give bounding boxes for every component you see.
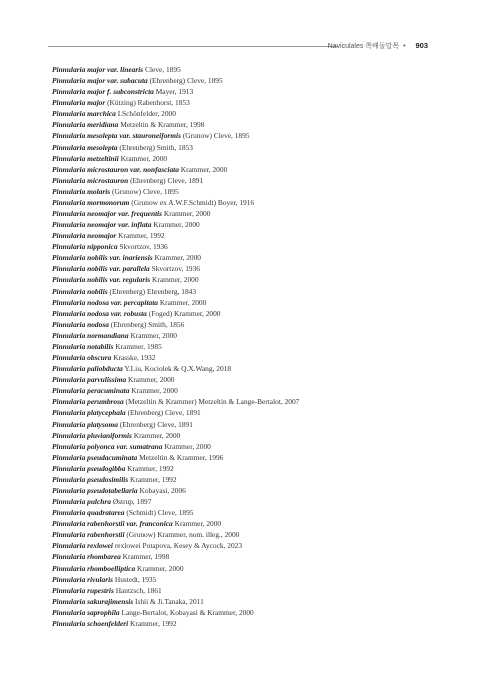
taxon-name: Pinnularia microstauron var. nonfasciata: [52, 164, 179, 174]
list-item: [52, 452, 452, 463]
taxon-name: Pinnularia major: [52, 98, 106, 108]
taxa-list: [52, 64, 452, 629]
taxon-name: Pinnularia rupestris: [52, 585, 114, 595]
taxon-author: Krammer, 2000: [130, 330, 177, 340]
taxon-author: (Metzeltin & Krammer) Metzeltin & Lange-Bertalot, 2007: [125, 397, 300, 407]
taxon-author: (Ehrenberg) Cleve, 1891: [127, 408, 201, 418]
list-item: [52, 197, 452, 208]
taxon-author: (Grunow ex A.W.F.Schmidt) Boyer, 1916: [131, 197, 255, 207]
taxon-author: Krasske, 1932: [113, 353, 156, 363]
taxon-name: Pinnularia nodosa: [52, 319, 109, 329]
taxon-author: Krammer, 2000: [137, 563, 184, 573]
list-item: [52, 574, 452, 585]
list-item: [52, 274, 452, 285]
list-item: [52, 153, 452, 164]
list-item: [52, 407, 452, 418]
taxon-name: Pinnularia nobilis var. inariensis: [52, 253, 153, 263]
taxon-name: Pinnularia marchica: [52, 109, 116, 119]
list-item: [52, 308, 452, 319]
list-item: [52, 330, 452, 341]
list-item: [52, 485, 452, 496]
page-number: 903: [415, 41, 428, 50]
taxon-name: Pinnularia nobilis: [52, 286, 108, 296]
taxon-name: Pinnularia mesolepta: [52, 142, 118, 152]
taxon-author: rexlowei Potapova, Kesey & Aycock, 2023: [114, 541, 243, 551]
taxon-author: Krammer, 1985: [115, 341, 162, 351]
running-header: [328, 40, 428, 53]
list-item: [52, 585, 452, 596]
list-item: [52, 441, 452, 452]
taxon-name: Pinnularia parvulissima: [52, 375, 127, 385]
taxon-author: (Foged) Krammer, 2000: [148, 308, 221, 318]
taxon-author: Krammer, 1998: [122, 552, 170, 562]
taxon-author: (Grunow) Cleve, 1895: [182, 131, 250, 141]
taxon-author: (Grunow) Krammer, nom. illeg., 2000: [126, 530, 240, 540]
taxon-author: (Ehrenberg) Cleve, 1891: [119, 419, 193, 429]
taxon-name: Pinnularia neomajor var. inflata: [52, 220, 152, 230]
list-item: [52, 551, 452, 562]
list-item: [52, 540, 452, 551]
taxon-author: (Ehrenberg) Cleve, 1895: [149, 76, 223, 86]
taxon-name: Pinnularia major var. subacuta: [52, 76, 148, 86]
taxon-name: Pinnularia pseudacuminata: [52, 452, 138, 462]
list-item: [52, 286, 452, 297]
taxon-name: Pinnularia obscura: [52, 353, 112, 363]
taxon-name: Pinnularia rhomboelliptica: [52, 563, 136, 573]
list-item: [52, 618, 452, 629]
taxon-name: Pinnularia microstauron: [52, 175, 129, 185]
taxon-author: Metzeltin & Krammer, 1998: [120, 120, 205, 130]
taxon-author: Krammer, 2000: [154, 253, 201, 263]
taxon-name: Pinnularia rhombarea: [52, 552, 121, 562]
list-item: [52, 86, 452, 97]
list-item: [52, 607, 452, 618]
list-item: [52, 119, 452, 130]
list-item: [52, 142, 452, 153]
taxon-name: Pinnularia pseudogibba: [52, 463, 126, 473]
list-item: [52, 130, 452, 141]
taxon-name: Pinnularia sakurajimensis: [52, 596, 134, 606]
taxon-author: (Schmidt) Cleve, 1895: [126, 508, 194, 518]
taxon-name: Pinnularia major var. linearis: [52, 65, 144, 74]
taxon-name: Pinnularia perumbrosa: [52, 397, 124, 407]
taxon-author: Krammer, 2000: [128, 375, 175, 385]
taxon-name: Pinnularia schoenfelderi: [52, 618, 129, 628]
list-item: [52, 263, 452, 274]
list-item: [52, 108, 452, 119]
taxon-author: Skvortzov, 1936: [151, 264, 200, 274]
taxon-author: Lange-Bertalot, Kobayasi & Krammer, 2000: [121, 607, 254, 617]
taxon-author: Krammer, 1992: [130, 474, 177, 484]
list-item: [52, 319, 452, 330]
header-rule: [48, 46, 338, 47]
taxon-name: Pinnularia platysoma: [52, 419, 118, 429]
list-item: [52, 596, 452, 607]
list-item: [52, 97, 452, 108]
list-item: [52, 186, 452, 197]
taxon-author: (Ehrenberg) Smith, 1856: [110, 319, 185, 329]
taxon-name: Pinnularia mormonorum: [52, 197, 130, 207]
taxon-name: Pinnularia pseudosimilis: [52, 474, 129, 484]
taxon-name: Pinnularia peracuminata: [52, 386, 130, 396]
taxon-name: Pinnularia nodosa var. robusta: [52, 308, 147, 318]
taxon-author: Krammer, 2000: [152, 275, 199, 285]
taxon-name: Pinnularia rivularis: [52, 574, 113, 584]
taxon-author: Krammer, 1992: [118, 231, 165, 241]
taxon-name: Pinnularia neomajor: [52, 231, 117, 241]
taxon-name: Pinnularia saprophila: [52, 607, 120, 617]
taxon-author: Krammer, 2000: [153, 220, 200, 230]
taxon-author: Hustedt, 1935: [114, 574, 157, 584]
list-item: [52, 252, 452, 263]
list-item: [52, 297, 452, 308]
taxon-author: Krammer, 2000: [180, 164, 228, 174]
list-item: [52, 496, 452, 507]
taxon-author: Krammer, 2000: [163, 209, 211, 219]
taxon-name: Pinnularia meridiana: [52, 120, 119, 130]
taxon-name: Pinnularia rabenhorstii var. franconica: [52, 519, 173, 529]
taxon-author: Krammer, 2000: [131, 386, 178, 396]
taxon-name: Pinnularia polyonca var. sumatrana: [52, 441, 163, 451]
taxon-author: (Kützing) Rabenhorst, 1853: [107, 98, 190, 108]
taxon-author: Hantzsch, 1861: [115, 585, 162, 595]
taxon-author: Krammer, 1992: [127, 463, 174, 473]
list-item: [52, 230, 452, 241]
list-item: [52, 64, 452, 75]
taxon-name: Pinnularia paliobducta: [52, 364, 123, 374]
list-item: [52, 430, 452, 441]
taxon-name: Pinnularia pluvianiformis: [52, 430, 132, 440]
list-item: [52, 529, 452, 540]
taxon-name: Pinnularia neomajor var. frequentis: [52, 209, 163, 219]
taxon-name: Pinnularia nobilis var. regularis: [52, 275, 151, 285]
taxon-name: Pinnularia nipponica: [52, 242, 118, 252]
taxon-author: Metzeltin & Krammer, 1996: [139, 452, 224, 462]
taxon-author: Krammer, 2000: [174, 519, 222, 529]
list-item: [52, 208, 452, 219]
taxon-author: Ishii & Ji.Tanaka, 2011: [134, 596, 204, 606]
taxon-author: Krammer, 2000: [120, 153, 168, 163]
taxon-author: Krammer, 2000: [159, 297, 207, 307]
list-item: [52, 363, 452, 374]
list-item: [52, 219, 452, 230]
list-item: [52, 474, 452, 485]
taxon-name: Pinnularia nobilis var. parallela: [52, 264, 150, 274]
taxon-author: (Ehrenberg) Smith, 1853: [119, 142, 193, 152]
taxon-name: Pinnularia pseudotabellaria: [52, 485, 138, 495]
taxon-name: Pinnularia nodosa var. percapitata: [52, 297, 158, 307]
taxon-name: Pinnularia major f. subconstricta: [52, 87, 154, 97]
list-item: [52, 164, 452, 175]
taxon-name: Pinnularia pulchra: [52, 497, 111, 507]
taxon-author: Skvortzov, 1936: [119, 242, 168, 252]
taxon-author: Østrup, 1897: [112, 497, 152, 507]
taxon-name: Pinnularia metzeltinii: [52, 153, 119, 163]
list-item: [52, 507, 452, 518]
taxon-author: Krammer, 2000: [164, 441, 211, 451]
taxon-name: Pinnularia molaris: [52, 186, 111, 196]
list-item: [52, 385, 452, 396]
taxon-author: Cleve, 1895: [145, 65, 181, 74]
list-item: [52, 175, 452, 186]
list-item: [52, 463, 452, 474]
taxon-author: (Ehrenberg) Cleve, 1891: [130, 175, 204, 185]
taxon-name: Pinnularia platycephala: [52, 408, 126, 418]
list-item: [52, 352, 452, 363]
taxon-name: Pinnularia rabenhorstii: [52, 530, 125, 540]
header-separator: •: [403, 43, 406, 50]
list-item: [52, 419, 452, 430]
section-title: Naviculales 쪽배돌말목: [327, 43, 400, 50]
list-item: [52, 75, 452, 86]
taxon-author: (Grunow) Cleve, 1895: [111, 186, 179, 196]
taxon-name: Pinnularia normandiana: [52, 330, 129, 340]
taxon-author: I.Schönfelder, 2000: [117, 109, 176, 119]
taxon-author: Y.Liu, Kociolek & Q.X.Wang, 2018: [124, 364, 232, 374]
list-item: [52, 241, 452, 252]
taxon-author: (Ehrenberg) Ehrenberg, 1843: [109, 286, 197, 296]
taxon-author: Krammer, 1992: [130, 618, 177, 628]
page-header: [0, 40, 480, 52]
list-item: [52, 341, 452, 352]
taxon-author: Mayer, 1913: [155, 87, 194, 97]
taxon-author: Krammer, 2000: [133, 430, 181, 440]
list-item: [52, 374, 452, 385]
taxon-name: Pinnularia rexlowei: [52, 541, 113, 551]
taxon-name: Pinnularia notabilis: [52, 341, 114, 351]
list-item: [52, 396, 452, 407]
taxon-name: Pinnularia quadratarea: [52, 508, 125, 518]
taxon-name: Pinnularia mesolepta var. stauroneiformis: [52, 131, 181, 141]
list-item: [52, 563, 452, 574]
list-item: [52, 518, 452, 529]
taxon-author: Kobayasi, 2006: [139, 485, 186, 495]
